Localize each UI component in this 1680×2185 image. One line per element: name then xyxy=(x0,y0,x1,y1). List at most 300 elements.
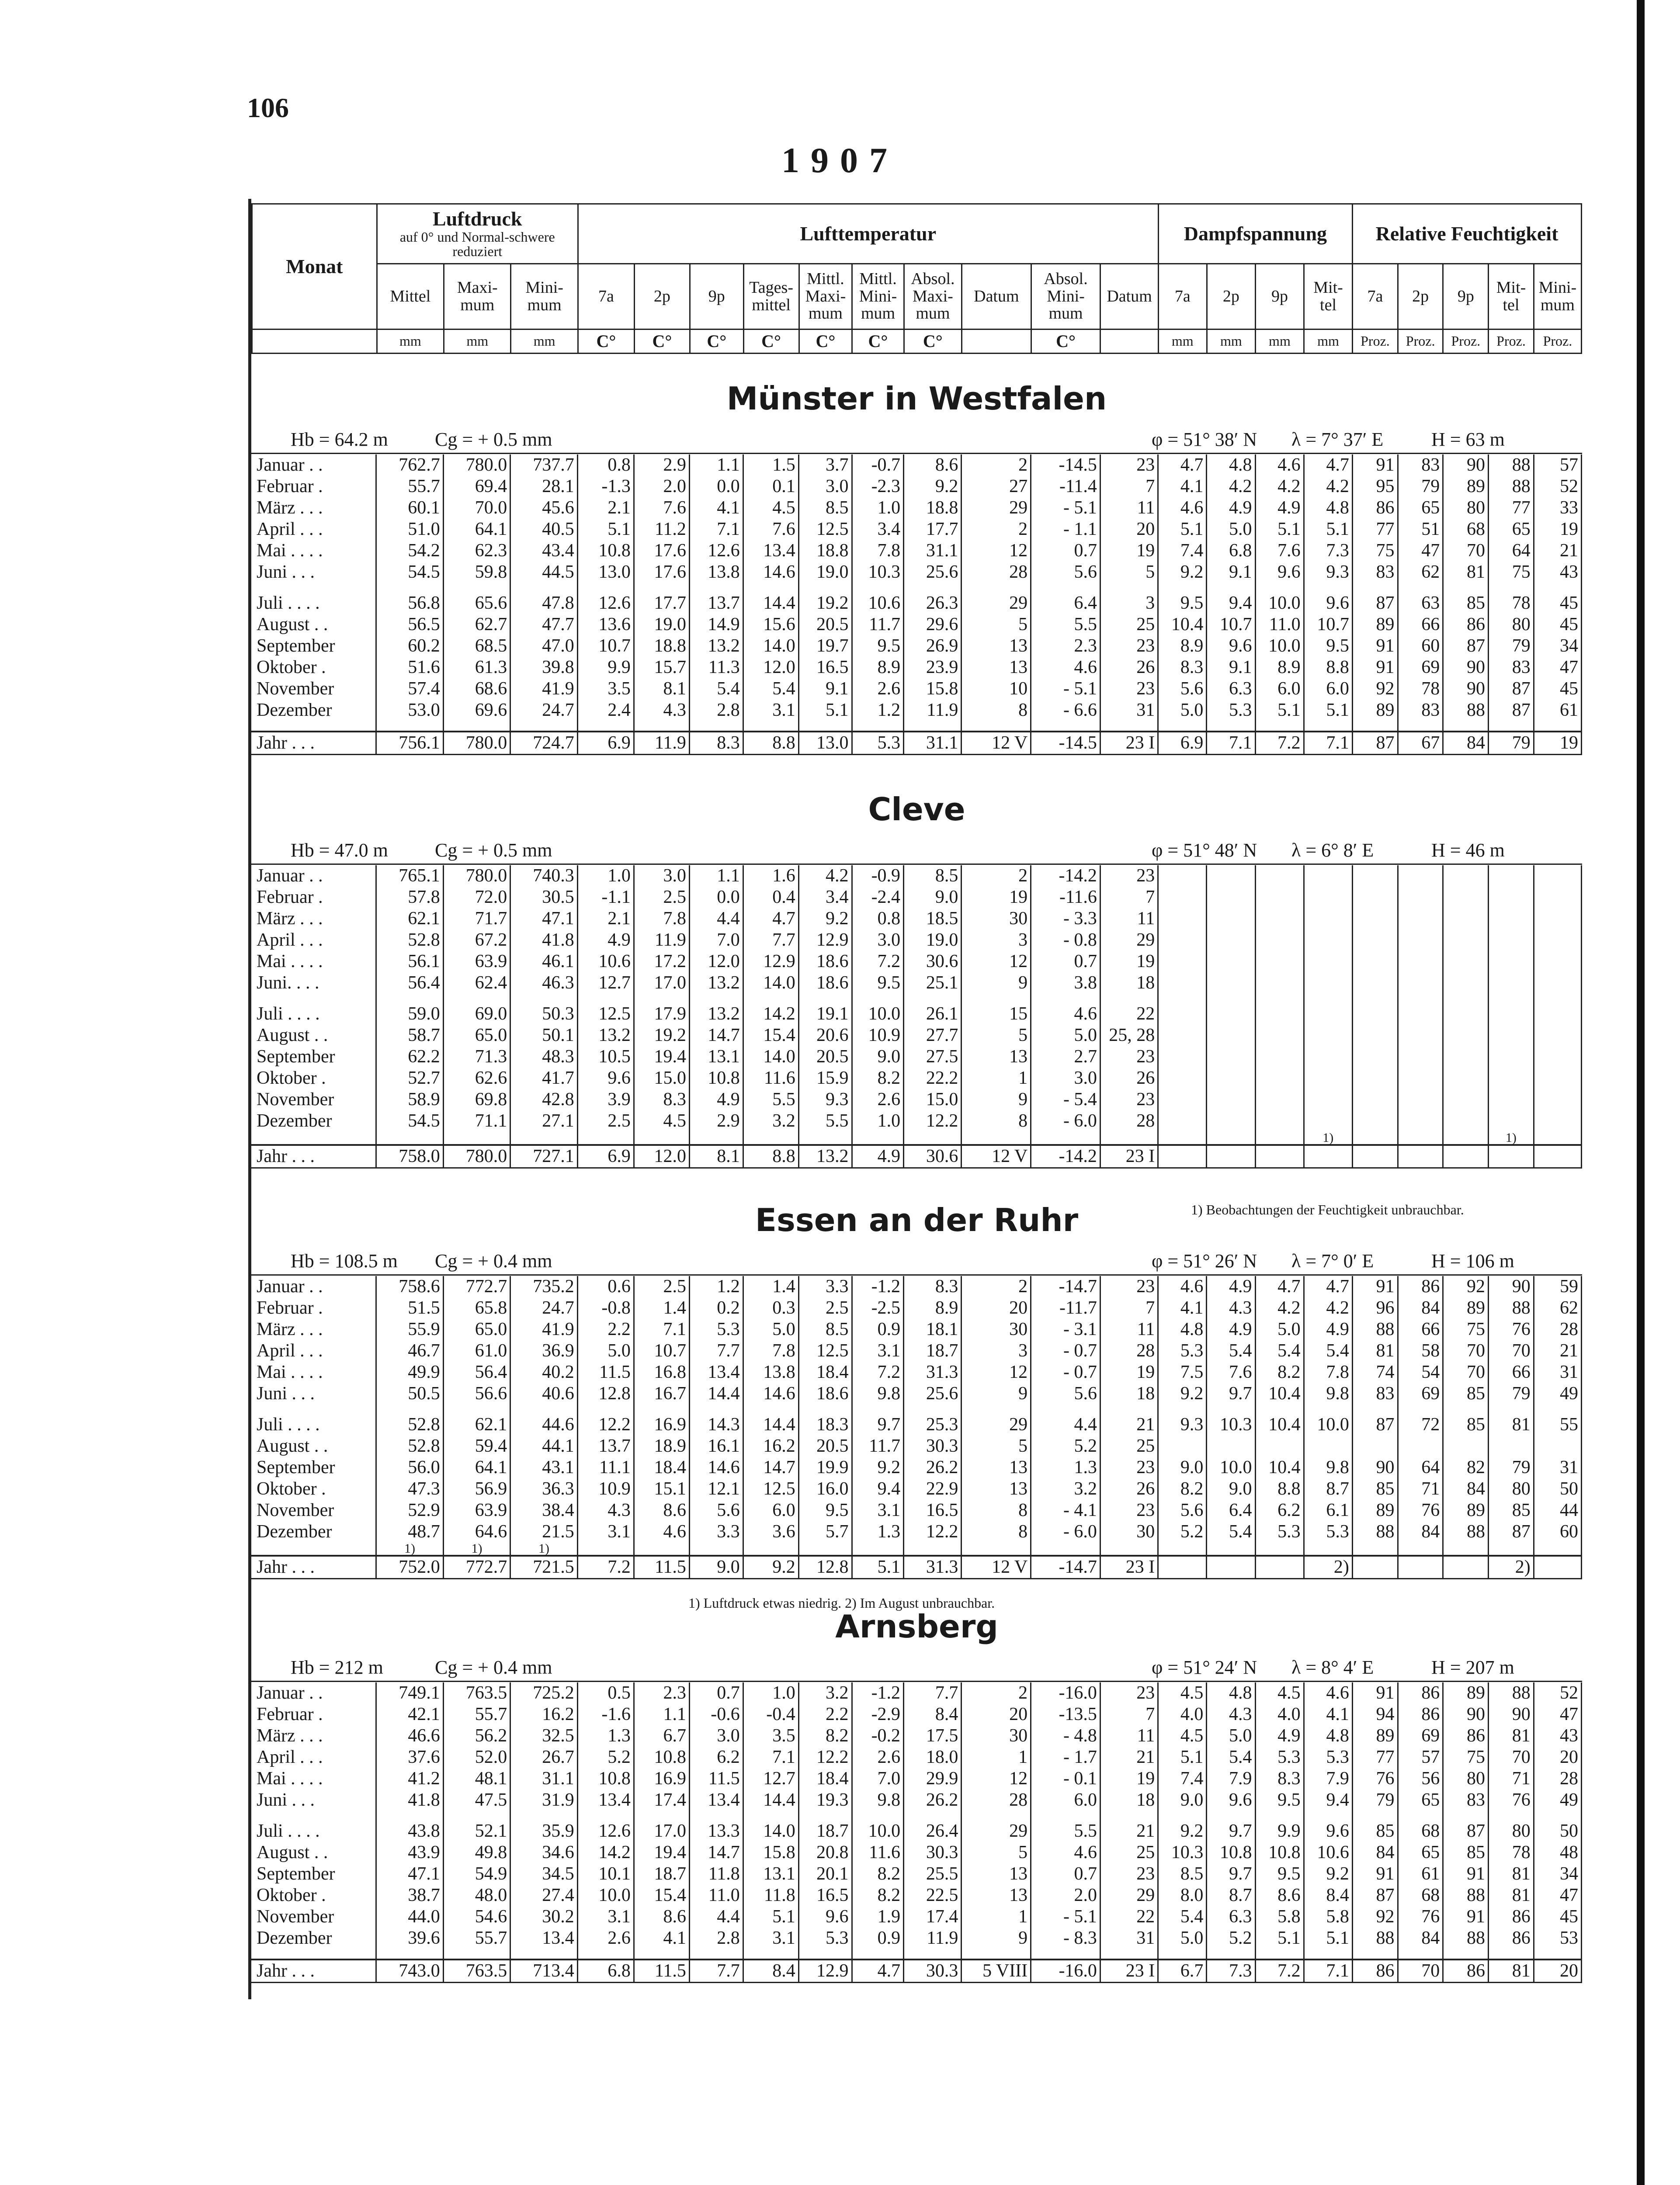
cell-value xyxy=(1443,1949,1489,1960)
cell-value: 70 xyxy=(1443,1340,1489,1362)
cell-value xyxy=(1158,1132,1207,1145)
cell-value: 4.1 xyxy=(634,1928,689,1949)
cell-value: 85 xyxy=(1489,1500,1534,1521)
cell-value xyxy=(443,1949,510,1960)
cell-value: 17.4 xyxy=(904,1906,961,1928)
cell-value: 5.3 xyxy=(1158,1340,1207,1362)
cell-value: 1.3 xyxy=(852,1521,904,1543)
month-label: Dezember xyxy=(251,1110,376,1132)
cell-value: 20 xyxy=(961,1704,1031,1725)
cell-value: 45 xyxy=(1534,1906,1581,1928)
cell-value: 4.5 xyxy=(1158,1682,1207,1704)
table-row xyxy=(251,1906,1582,1928)
cell-value xyxy=(1207,887,1255,908)
cell-value: 8.5 xyxy=(798,497,852,519)
cell-value xyxy=(1207,1556,1255,1579)
cell-value: 14.6 xyxy=(743,1383,798,1405)
cell-value: 47.0 xyxy=(510,635,577,657)
cell-value: 7.6 xyxy=(743,519,798,540)
cell-value: 11 xyxy=(1100,908,1158,929)
cell-value: -11.7 xyxy=(1031,1297,1100,1319)
cell-value: 43.9 xyxy=(376,1842,443,1863)
cell-value: 4.3 xyxy=(634,700,689,721)
cell-value: 12.6 xyxy=(689,540,743,562)
cell-value xyxy=(1304,1145,1352,1168)
cell-value: 38.7 xyxy=(376,1885,443,1906)
table-row xyxy=(251,887,1582,908)
cell-value: 23 xyxy=(1100,1500,1158,1521)
table-row xyxy=(251,635,1582,657)
cell-value: 10.8 xyxy=(1207,1842,1255,1863)
cell-value xyxy=(1443,1025,1489,1046)
header-feuchtigkeit: Relative Feuchtigkeit xyxy=(1353,204,1582,264)
month-label: November xyxy=(251,1089,376,1110)
cell-value xyxy=(1255,1110,1304,1132)
cell-value xyxy=(1398,951,1443,972)
cell-value: 20.8 xyxy=(798,1842,852,1863)
cell-value: 3.1 xyxy=(743,1928,798,1949)
cell-value: 84 xyxy=(1443,732,1489,755)
cell-value: 19.0 xyxy=(904,929,961,951)
cell-value: 65.6 xyxy=(443,593,510,614)
footnote: 1) Beobachtungen der Feuchtigkeit unbrauchbar. xyxy=(1191,1202,1464,1217)
cell-value: 25.1 xyxy=(904,972,961,994)
cell-value: 12.8 xyxy=(577,1383,634,1405)
cell-value xyxy=(1398,1025,1443,1046)
cell-value xyxy=(1352,1556,1398,1579)
cell-value xyxy=(1158,1405,1207,1414)
cell-value: 9.5 xyxy=(852,972,904,994)
cell-value: 57.8 xyxy=(376,887,443,908)
cell-value: 5.0 xyxy=(577,1340,634,1362)
cell-value: 78 xyxy=(1489,593,1534,614)
cell-value: 9.6 xyxy=(1304,593,1352,614)
cell-value: 19 xyxy=(1100,1362,1158,1383)
cell-value: 5.2 xyxy=(1031,1436,1100,1457)
table-row xyxy=(251,1089,1582,1110)
cell-value: 26 xyxy=(1100,657,1158,678)
month-label: Jahr . . . xyxy=(251,732,376,755)
month-label: Februar . xyxy=(251,887,376,908)
cell-value: 61.0 xyxy=(443,1340,510,1362)
cell-value: -2.5 xyxy=(852,1297,904,1319)
cell-value xyxy=(1352,951,1398,972)
cell-value: 48.7 xyxy=(376,1521,443,1543)
cell-value: 69.4 xyxy=(443,476,510,497)
cell-value: 9.4 xyxy=(1304,1790,1352,1811)
cell-value xyxy=(1255,1811,1304,1821)
cell-value: 17.0 xyxy=(634,1821,689,1842)
cell-value: 9.8 xyxy=(1304,1457,1352,1478)
month-label: Oktober . xyxy=(251,1885,376,1906)
cell-value: 13.7 xyxy=(577,1436,634,1457)
cell-value: 5.0 xyxy=(1158,1928,1207,1949)
cell-value: 52 xyxy=(1534,1682,1581,1704)
cell-value: 4.8 xyxy=(1207,454,1255,476)
cell-value: 29 xyxy=(961,1821,1031,1842)
cell-value: 34 xyxy=(1534,635,1581,657)
cell-value: 19 xyxy=(1100,540,1158,562)
cell-value: 34.5 xyxy=(510,1863,577,1885)
cell-value: 56 xyxy=(1398,1768,1443,1790)
cell-value: 79 xyxy=(1489,732,1534,755)
table-row xyxy=(251,1768,1582,1790)
cell-value: 50 xyxy=(1534,1821,1581,1842)
cell-value xyxy=(1031,1543,1100,1556)
cell-value: 7.1 xyxy=(689,519,743,540)
cell-value xyxy=(743,1132,798,1145)
cell-value: 79 xyxy=(1489,1457,1534,1478)
cell-value: 7 xyxy=(1100,476,1158,497)
cell-value: 4.6 xyxy=(1158,497,1207,519)
cell-value: 17.4 xyxy=(634,1790,689,1811)
cell-value: -14.2 xyxy=(1031,1145,1100,1168)
cell-value xyxy=(1489,929,1534,951)
cell-value: 12 xyxy=(961,951,1031,972)
cell-value: 9.3 xyxy=(1158,1414,1207,1436)
cell-value: 6.0 xyxy=(1031,1790,1100,1811)
cell-value: 6.9 xyxy=(577,732,634,755)
cell-value: 6.4 xyxy=(1207,1500,1255,1521)
cell-value: 0.5 xyxy=(577,1682,634,1704)
month-label xyxy=(251,1811,376,1821)
cell-value xyxy=(1304,994,1352,1003)
cell-value: 25 xyxy=(1100,614,1158,635)
cell-value: 89 xyxy=(1443,476,1489,497)
cell-value: 65.8 xyxy=(443,1297,510,1319)
cell-value: 14.9 xyxy=(689,614,743,635)
month-label: Januar . . xyxy=(251,865,376,887)
cell-value: 8.8 xyxy=(743,732,798,755)
cell-value: 81 xyxy=(1489,1960,1534,1983)
cell-value: 59.8 xyxy=(443,562,510,583)
cell-value: 80 xyxy=(1443,497,1489,519)
cell-value: 23 xyxy=(1100,635,1158,657)
cell-value xyxy=(634,583,689,593)
table-row xyxy=(251,497,1582,519)
cell-value xyxy=(1158,1811,1207,1821)
cell-value: 7.3 xyxy=(1207,1960,1255,1983)
cell-value: 26.1 xyxy=(904,1003,961,1025)
cell-value: 81 xyxy=(1489,1414,1534,1436)
month-label: November xyxy=(251,678,376,700)
cell-value: 12.5 xyxy=(577,1003,634,1025)
cell-value: 4.7 xyxy=(1255,1276,1304,1297)
month-label xyxy=(251,721,376,732)
cell-value: 37.6 xyxy=(376,1747,443,1768)
cell-value: 12.5 xyxy=(798,1340,852,1362)
cell-value: 7.0 xyxy=(689,929,743,951)
cell-value: 740.3 xyxy=(510,865,577,887)
cell-value: 6.0 xyxy=(1304,678,1352,700)
month-label: Juli . . . . xyxy=(251,593,376,614)
cell-value: 30.5 xyxy=(510,887,577,908)
cell-value: 23 xyxy=(1100,1457,1158,1478)
cell-value: 11.0 xyxy=(1255,614,1304,635)
cell-value: 60.1 xyxy=(376,497,443,519)
cell-value: 4.9 xyxy=(852,1145,904,1168)
cell-value: 8.1 xyxy=(634,678,689,700)
cell-value: 6.4 xyxy=(1031,593,1100,614)
cell-value: 91 xyxy=(1352,454,1398,476)
cell-value: 16.8 xyxy=(634,1362,689,1383)
cell-value xyxy=(1534,887,1581,908)
cell-value xyxy=(1255,929,1304,951)
table-row xyxy=(251,1478,1582,1500)
cell-value xyxy=(1398,1068,1443,1089)
cell-value: 11.5 xyxy=(577,1362,634,1383)
cell-value xyxy=(1489,1003,1534,1025)
footnote: 1) Luftdruck etwas niedrig. 2) Im August unbrauchbar. xyxy=(688,1595,995,1611)
cell-value xyxy=(1304,1025,1352,1046)
cell-value: 18 xyxy=(1100,1383,1158,1405)
cell-value xyxy=(634,1405,689,1414)
cell-value: 62 xyxy=(1398,562,1443,583)
cell-value: 743.0 xyxy=(376,1960,443,1983)
cell-value: 88 xyxy=(1489,1297,1534,1319)
cell-value: 26.2 xyxy=(904,1457,961,1478)
cell-value xyxy=(1031,1949,1100,1960)
cell-value: 4.2 xyxy=(1255,1297,1304,1319)
cell-value xyxy=(1398,1003,1443,1025)
cell-value: 9.0 xyxy=(852,1046,904,1068)
cell-value: 9.2 xyxy=(743,1556,798,1579)
cell-value: 7.0 xyxy=(852,1768,904,1790)
cell-value: 7.4 xyxy=(1158,540,1207,562)
month-label: Juli . . . . xyxy=(251,1821,376,1842)
cell-value: 54 xyxy=(1398,1362,1443,1383)
cell-value: 9.7 xyxy=(852,1414,904,1436)
cell-value: 14.4 xyxy=(689,1383,743,1405)
cell-value xyxy=(1398,972,1443,994)
cell-value xyxy=(1158,583,1207,593)
cell-value: 54.5 xyxy=(376,1110,443,1132)
cell-value xyxy=(1534,1436,1581,1457)
cell-value xyxy=(1398,1046,1443,1068)
cell-value: 3.1 xyxy=(577,1521,634,1543)
cell-value: 30.3 xyxy=(904,1842,961,1863)
cell-value xyxy=(1100,1543,1158,1556)
cell-value: 40.2 xyxy=(510,1362,577,1383)
cell-value: 9.6 xyxy=(1207,1790,1255,1811)
cell-value: 7.9 xyxy=(1207,1768,1255,1790)
cell-value: 3.1 xyxy=(743,700,798,721)
cell-value: 4.1 xyxy=(1158,476,1207,497)
cell-value xyxy=(634,1132,689,1145)
month-label xyxy=(251,1949,376,1960)
unit-label: C° xyxy=(852,329,904,354)
cell-value xyxy=(1304,887,1352,908)
cell-value: 762.7 xyxy=(376,454,443,476)
cell-value: 6.1 xyxy=(1304,1500,1352,1521)
cell-value xyxy=(1398,1949,1443,1960)
cell-value: 10.3 xyxy=(852,562,904,583)
cell-value: 9.6 xyxy=(577,1068,634,1089)
cell-value xyxy=(577,1132,634,1145)
cell-value: 7.9 xyxy=(1304,1768,1352,1790)
cell-value: 58.9 xyxy=(376,1089,443,1110)
meta-cg: Cg = + 0.4 mm xyxy=(435,1657,552,1678)
station-title: Arnsberg xyxy=(835,1608,998,1645)
cell-value: 15.0 xyxy=(634,1068,689,1089)
table-row xyxy=(251,614,1582,635)
unit-spacer xyxy=(252,329,377,354)
cell-value: 23 xyxy=(1100,1276,1158,1297)
cell-value: 6.9 xyxy=(577,1145,634,1168)
cell-value: 43 xyxy=(1534,562,1581,583)
month-label: Jahr . . . xyxy=(251,1960,376,1983)
cell-value: 62.2 xyxy=(376,1046,443,1068)
cell-value: -1.1 xyxy=(577,887,634,908)
cell-value: 28 xyxy=(1100,1340,1158,1362)
cell-value: 47 xyxy=(1398,540,1443,562)
cell-value: 48.0 xyxy=(443,1885,510,1906)
cell-value: 14.2 xyxy=(577,1842,634,1863)
cell-value xyxy=(1304,1046,1352,1068)
cell-value: 88 xyxy=(1352,1319,1398,1340)
cell-value xyxy=(1352,1003,1398,1025)
cell-value: 758.6 xyxy=(376,1276,443,1297)
cell-value: 82 xyxy=(1443,1457,1489,1478)
cell-value: 70 xyxy=(1443,1362,1489,1383)
column-label: Mittel xyxy=(377,264,444,329)
cell-value: 19.7 xyxy=(798,635,852,657)
cell-value: 67 xyxy=(1398,732,1443,755)
unit-label: C° xyxy=(743,329,799,354)
cell-value: 85 xyxy=(1443,1383,1489,1405)
cell-value xyxy=(1158,929,1207,951)
cell-value: 13 xyxy=(961,1863,1031,1885)
cell-value: 46.6 xyxy=(376,1725,443,1747)
cell-value: 12.6 xyxy=(577,1821,634,1842)
cell-value: 25 xyxy=(1100,1436,1158,1457)
cell-value: 90 xyxy=(1489,1276,1534,1297)
cell-value: 59.4 xyxy=(443,1436,510,1457)
cell-value xyxy=(1352,1145,1398,1168)
cell-value: 10.4 xyxy=(1255,1414,1304,1436)
cell-value: 9.1 xyxy=(1207,562,1255,583)
cell-value: 14.6 xyxy=(743,562,798,583)
cell-value: 12 xyxy=(961,1362,1031,1383)
cell-value: 13.4 xyxy=(689,1790,743,1811)
cell-value xyxy=(1534,721,1581,732)
month-label xyxy=(251,1405,376,1414)
cell-value: 41.8 xyxy=(376,1790,443,1811)
cell-value xyxy=(1489,951,1534,972)
cell-value: 4.7 xyxy=(1158,454,1207,476)
cell-value xyxy=(443,1405,510,1414)
cell-value: 12.2 xyxy=(577,1414,634,1436)
cell-value xyxy=(376,721,443,732)
cell-value: 88 xyxy=(1352,1928,1398,1949)
cell-value xyxy=(1304,1949,1352,1960)
cell-value: 56.6 xyxy=(443,1383,510,1405)
cell-value xyxy=(376,1405,443,1414)
cell-value xyxy=(1255,1145,1304,1168)
cell-value: 16.9 xyxy=(634,1768,689,1790)
cell-value: 31.9 xyxy=(510,1790,577,1811)
cell-value: 12.0 xyxy=(689,951,743,972)
cell-value: 11 xyxy=(1100,497,1158,519)
cell-value: 4.7 xyxy=(1304,1276,1352,1297)
cell-value: 4.8 xyxy=(1304,497,1352,519)
cell-value xyxy=(961,1405,1031,1414)
cell-value: 10.4 xyxy=(1158,614,1207,635)
cell-value: 41.9 xyxy=(510,678,577,700)
cell-value: 28 xyxy=(961,1790,1031,1811)
cell-value: 16.5 xyxy=(798,1885,852,1906)
cell-value: 9.2 xyxy=(1158,1821,1207,1842)
cell-value: 7.6 xyxy=(1207,1362,1255,1383)
cell-value: 62.6 xyxy=(443,1068,510,1089)
cell-value: 8 xyxy=(961,1110,1031,1132)
cell-value: 21 xyxy=(1100,1821,1158,1842)
cell-value xyxy=(577,1949,634,1960)
cell-value: 2.6 xyxy=(852,1747,904,1768)
cell-value: 4.8 xyxy=(1158,1319,1207,1340)
cell-value xyxy=(689,583,743,593)
table-row xyxy=(251,1725,1582,1747)
cell-value xyxy=(904,994,961,1003)
cell-value xyxy=(1398,1132,1443,1145)
cell-value: 6.7 xyxy=(634,1725,689,1747)
meta-hb: Hb = 64.2 m xyxy=(291,429,388,450)
cell-value: 11.9 xyxy=(634,929,689,951)
cell-value: 21 xyxy=(1100,1414,1158,1436)
table-row xyxy=(251,1414,1582,1436)
cell-value xyxy=(1207,1110,1255,1132)
cell-value xyxy=(743,1543,798,1556)
cell-value: 4.1 xyxy=(1158,1297,1207,1319)
cell-value: 83 xyxy=(1443,1790,1489,1811)
cell-value xyxy=(1443,1068,1489,1089)
cell-value: 3.2 xyxy=(743,1110,798,1132)
cell-value: 21 xyxy=(1534,1340,1581,1362)
unit-label: mm xyxy=(1255,329,1304,354)
cell-value: 8.5 xyxy=(1158,1863,1207,1885)
meta-h: H = 207 m xyxy=(1431,1657,1514,1678)
cell-value xyxy=(1255,951,1304,972)
cell-value: 68 xyxy=(1443,519,1489,540)
cell-value xyxy=(1489,1068,1534,1089)
cell-value: 12.1 xyxy=(689,1478,743,1500)
cell-value xyxy=(1255,1089,1304,1110)
cell-value: 4.7 xyxy=(743,908,798,929)
cell-value: 19.0 xyxy=(634,614,689,635)
cell-value: 19 xyxy=(1100,1768,1158,1790)
cell-value: 22 xyxy=(1100,1906,1158,1928)
cell-value: 5.6 xyxy=(689,1500,743,1521)
unit-label: mm xyxy=(377,329,444,354)
cell-value: 72.0 xyxy=(443,887,510,908)
cell-value xyxy=(1031,1132,1100,1145)
cell-value: 87 xyxy=(1443,635,1489,657)
cell-value: 56.5 xyxy=(376,614,443,635)
cell-value: 78 xyxy=(1398,678,1443,700)
cell-value: 5.8 xyxy=(1255,1906,1304,1928)
cell-value xyxy=(1352,1068,1398,1089)
cell-value: 7.8 xyxy=(634,908,689,929)
cell-value: 724.7 xyxy=(510,732,577,755)
cell-value xyxy=(1158,1543,1207,1556)
cell-value: -16.0 xyxy=(1031,1682,1100,1704)
cell-value: 5.4 xyxy=(689,678,743,700)
cell-value: 77 xyxy=(1489,497,1534,519)
cell-value: 86 xyxy=(1352,1960,1398,1983)
cell-value: 11.6 xyxy=(743,1068,798,1089)
cell-value: 11.7 xyxy=(852,614,904,635)
cell-value: 3.1 xyxy=(577,1906,634,1928)
